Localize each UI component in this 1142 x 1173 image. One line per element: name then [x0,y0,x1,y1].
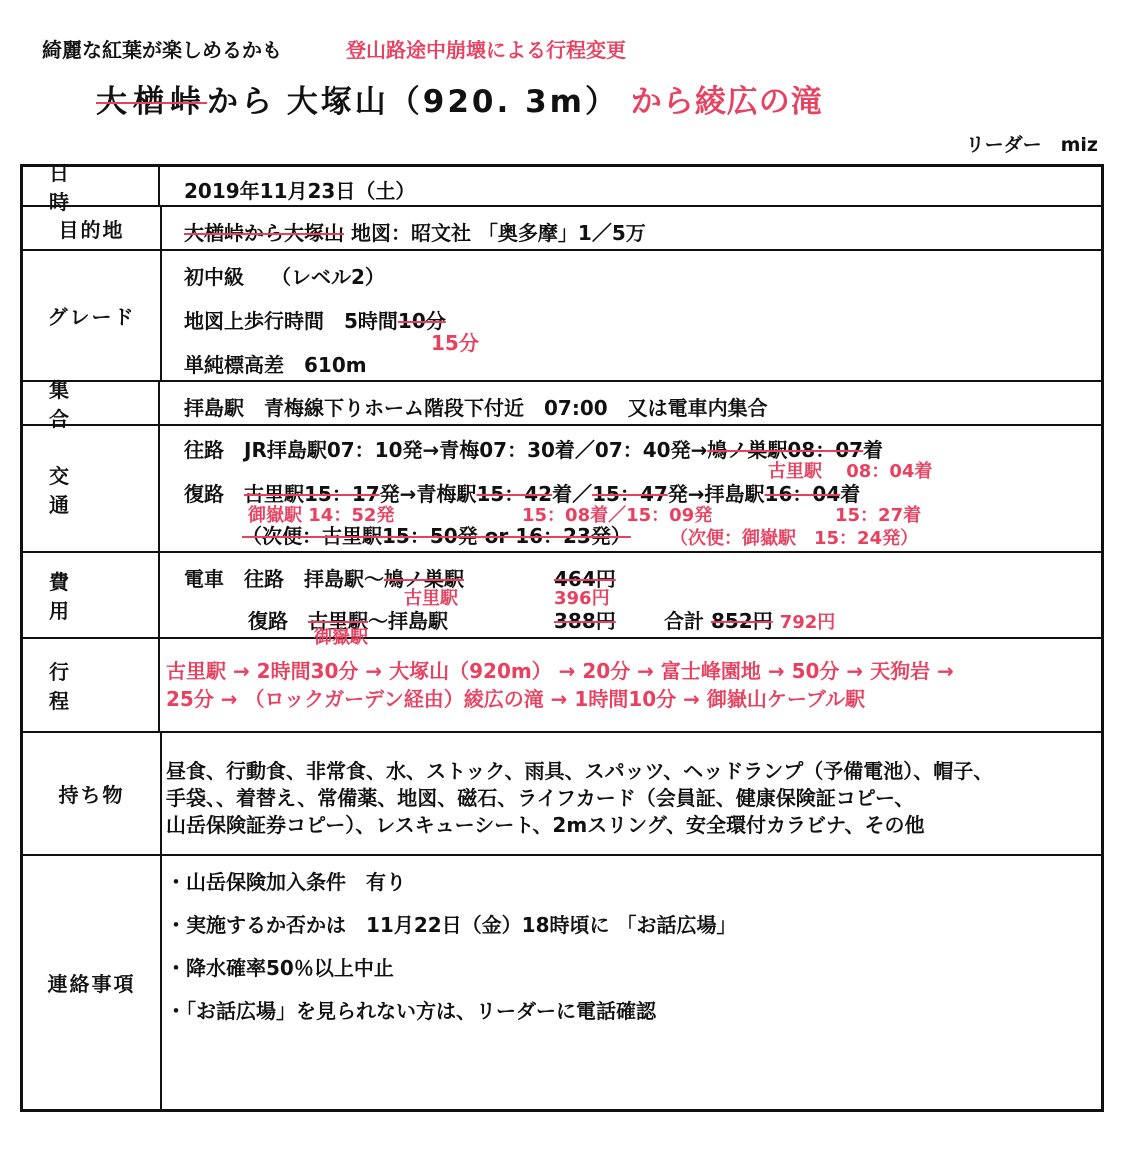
cost-total [664,605,835,634]
cost-out-price-old: 464円 [554,567,616,591]
cost-ret-station-new: 御嶽駅 [314,627,368,648]
row-meeting [23,378,1101,431]
title-new-destination: から綾広の滝 [630,84,823,120]
return-new-2: 15：08着／15：09発 [522,505,713,526]
destination-map: 地図：昭文社 「奥多摩」1／5万 [350,221,646,245]
title-struck-start: 大楢峠 [96,84,207,120]
row-date [23,161,1101,214]
label-contact: 連絡事項 [23,856,162,1109]
next-train-old: （次便：古里駅15：50発 or 16：23発） [242,524,631,548]
contact-item-4: ・「お話広場」を見られない方は、リーダーに電話確認 [166,999,656,1023]
return-new-1: 御嶽駅 14：52発 [248,505,395,526]
label-cost: 費 用 [23,553,160,637]
belongings-line-1: 昼食、行動食、非常食、水、ストック、雨具、スパッツ、ヘッドランプ（予備電池）、帽子、 [166,759,994,783]
return-old-1: 古里駅15：17 [244,482,380,506]
date-value: 2019年11月23日（土） [184,179,416,203]
label-destination: 目的地 [23,207,162,249]
label-transport: 交 通 [23,426,160,551]
return-new-3: 15：27着 [835,505,922,526]
label-belongings: 持ち物 [23,733,162,854]
cost-total-old: 852円 [710,609,773,633]
itinerary-line-2: 25分 → （ロックガーデン経由）綾広の滝 → 1時間10分 → 御嶽山ケーブル駅 [166,687,866,711]
label-meeting: 集 合 [23,382,160,424]
row-grade [23,251,1101,382]
meeting-value: 拝島駅 青梅線下りホーム階段下付近 07:00 又は電車内集合 [184,396,768,420]
plan-table [20,161,1104,1112]
cost-ret-station-old: 古里駅 [308,609,368,633]
label-date: 日 時 [23,167,160,205]
cost-ret-prefix: 復路 [248,609,308,633]
cost-total-label: 合計 [664,609,704,633]
label-grade: グレード [23,251,162,380]
top-note: 綺麗な紅葉が楽しめるかも [42,38,282,62]
return-suffix: 着 [840,482,861,506]
return-old-4: 16：04 [764,482,841,506]
grade-walk-time [184,305,446,334]
row-contact [23,856,1101,1109]
row-belongings [23,733,1101,856]
belongings-line-2: 手袋、、着替え、常備薬、地図、磁石、ライフカード（会員証、健康保険証コピー、 [166,786,915,810]
return-mid-3: 発→拝島駅 [667,482,765,506]
route-change-notice: 登山路途中崩壊による行程変更 [346,38,626,62]
walk-time-new: 15分 [431,331,479,355]
row-itinerary [23,639,1101,733]
next-train-new: （次便：御嶽駅 15：24発） [670,528,919,549]
page-title [96,76,823,121]
outbound-new: 古里駅 08：04着 [768,461,933,482]
cost-ret-price-old: 388円 [554,609,616,633]
cost-out-price-new: 396円 [554,588,610,609]
cost-total-new: 792円 [779,612,836,633]
row-destination [23,207,1101,251]
return-old-2: 15：42 [476,482,553,506]
belongings-line-3: 山岳保険証券コピー）、レスキューシート、2mスリング、安全環付カラビナ、その他 [166,813,925,837]
return-old-3: 15：47 [592,482,668,506]
destination-struck: 大楢峠から大塚山 [184,221,344,245]
walk-time-prefix: 地図上歩行時間 5時間 [184,309,398,333]
cost-ret-suffix: ～拝島駅 [368,609,448,633]
return-prefix: 復路 [184,482,244,506]
label-itinerary: 行 程 [23,639,160,731]
outbound-old: 鳩ノ巣駅08：07 [707,438,864,462]
row-transport [23,426,1101,553]
row-cost [23,553,1101,648]
walk-time-old: 10分 [397,309,446,333]
outbound-suffix: 着 [863,438,884,462]
cost-out-station-old: 鳩ノ巣駅 [384,567,464,591]
destination-value [184,217,646,246]
return-mid-1: 発→青梅駅 [379,482,477,506]
itinerary-line-1: 古里駅 → 2時間30分 → 大塚山（920m） → 20分 → 富士峰園地 → 50分 → 天狗岩 → [166,659,954,683]
leader-name: リーダー miz [965,134,1098,156]
cost-out-prefix: 電車 往路 拝島駅～ [184,567,384,591]
outbound-prefix: 往路 JR拝島駅07：10発→青梅07：30着／07：40発→ [184,438,708,462]
contact-item-3: ・降水確率50％以上中止 [166,956,394,980]
grade-elevation: 単純標高差 610m [184,353,367,377]
grade-level: 初中級 （レベル2） [184,265,385,289]
cost-out-station-new: 古里駅 [404,588,458,609]
contact-item-1: ・山岳保険加入条件 有り [166,870,406,894]
title-mountain: 大塚山（920. 3m） [286,84,619,120]
contact-item-2: ・実施するか否かは 11月22日（金）18時頃に 「お話広場」 [166,913,737,937]
title-kara: から [207,84,275,120]
return-mid-2: 着／ [552,482,593,506]
